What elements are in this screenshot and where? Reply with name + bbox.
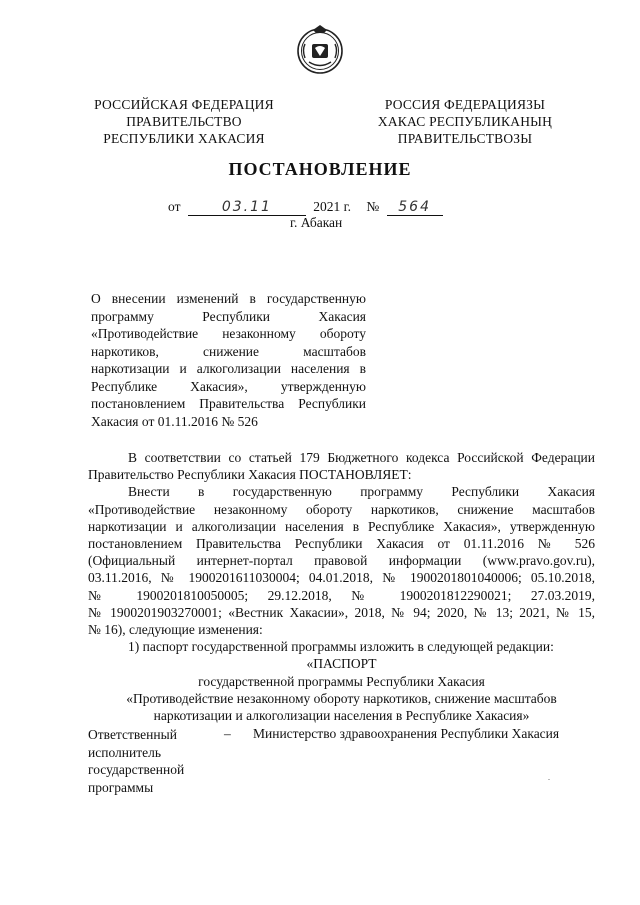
passport-row-dash: – (224, 726, 231, 741)
date-prefix: от (168, 199, 181, 214)
number-sign: № (366, 199, 380, 214)
number-field (387, 199, 443, 216)
subject-line: Хакасия от 01.11.2016 № 526 (91, 413, 258, 429)
header-left-line: ПРАВИТЕЛЬСТВО (126, 114, 242, 129)
subject-line: программу Республики Хакасия (91, 308, 366, 324)
passport-label-line: Ответственный (88, 727, 177, 742)
body-line: наркотизации и алкоголизации населения в Республике Хакасия», утвержденную (88, 518, 595, 534)
body-text (88, 449, 595, 724)
passport-label-line: программы (88, 779, 154, 795)
passport-label-line: исполнитель (88, 744, 161, 760)
header-right-line: ХАКАС РЕСПУБЛИКАНЫҢ (377, 114, 553, 129)
header-left-block (84, 96, 284, 147)
body-line: № 16), следующие изменения: (88, 622, 263, 638)
subject-block (91, 290, 366, 430)
subject-line: «Противодействие незаконному обороту (91, 326, 366, 341)
passport-subheading: «Противодействие незаконному обороту наркотиков, снижение масштабов (126, 690, 557, 706)
body-line: Внести в государственную программу Республики Хакасия (128, 484, 595, 500)
body-line: № 1900201903270001; «Вестник Хакасии», 2018, № 94; 2020, № 13; 2021, № 15, (88, 604, 595, 620)
header-left-line: РОССИЙСКАЯ ФЕДЕРАЦИЯ (94, 97, 274, 112)
body-line: (Официальный интернет-портал правовой информации (www.pravo.gov.ru), (88, 553, 595, 569)
body-line: «Противодействие незаконному обороту наркотиков, снижение масштабов (88, 501, 595, 517)
city-name: г. Абакан (290, 215, 343, 230)
subject-line: наркотиков, снижение масштабов (91, 343, 366, 359)
passport-label-line: государственной (88, 762, 185, 777)
header-right-line: РОССИЯ ФЕДЕРАЦИЯЗЫ (384, 97, 546, 112)
subject-line: наркотизации и алкоголизации населения в (91, 361, 366, 376)
passport-subheading: наркотизации и алкоголизации населения в Республике Хакасия» (153, 708, 530, 724)
document-title: ПОСТАНОВЛЕНИЕ (228, 159, 412, 179)
body-line: постановлением Правительства Республики Хакасия от 01.11.2016 № 526 (88, 536, 595, 552)
body-line: 1) паспорт государственной программы изложить в следующей редакции: (128, 639, 554, 655)
passport-row-value: Министерство здравоохранения Республики Хакасия (253, 726, 560, 741)
header-right-block (360, 96, 570, 147)
body-line: В соответствии со статьей 179 Бюджетного кодекса Российской Федерации (128, 450, 595, 465)
passport-row-label (88, 726, 208, 796)
passport-heading: «ПАСПОРТ (306, 656, 377, 672)
date-number-line (168, 199, 443, 216)
header-left-line: РЕСПУБЛИКИ ХАКАСИЯ (103, 131, 265, 146)
scan-speck (548, 779, 550, 780)
body-line: 03.11.2016, № 1900201611030004; 04.01.2018, № 1900201801040006; 05.10.2018, (88, 570, 595, 586)
body-line: Правительство Республики Хакасия ПОСТАНОВЛЯЕТ: (88, 467, 412, 483)
passport-subheading: государственной программы Республики Хакасия (198, 673, 485, 689)
subject-line: О внесении изменений в государственную (91, 291, 366, 306)
subject-line: Республике Хакасия», утвержденную (91, 378, 366, 394)
handwritten-date: 03.11 (221, 199, 272, 215)
coat-of-arms-icon (293, 22, 347, 76)
body-line: № 1900201810050005; 29.12.2018, № 1900201812290021; 27.03.2019, (88, 587, 595, 603)
date-field (188, 199, 306, 216)
subject-line: постановлением Правительства Республики (91, 396, 366, 411)
header-right-line: ПРАВИТЕЛЬСТВОЗЫ (397, 131, 533, 146)
year-label: 2021 г. (313, 199, 351, 214)
handwritten-number: 564 (398, 199, 431, 215)
